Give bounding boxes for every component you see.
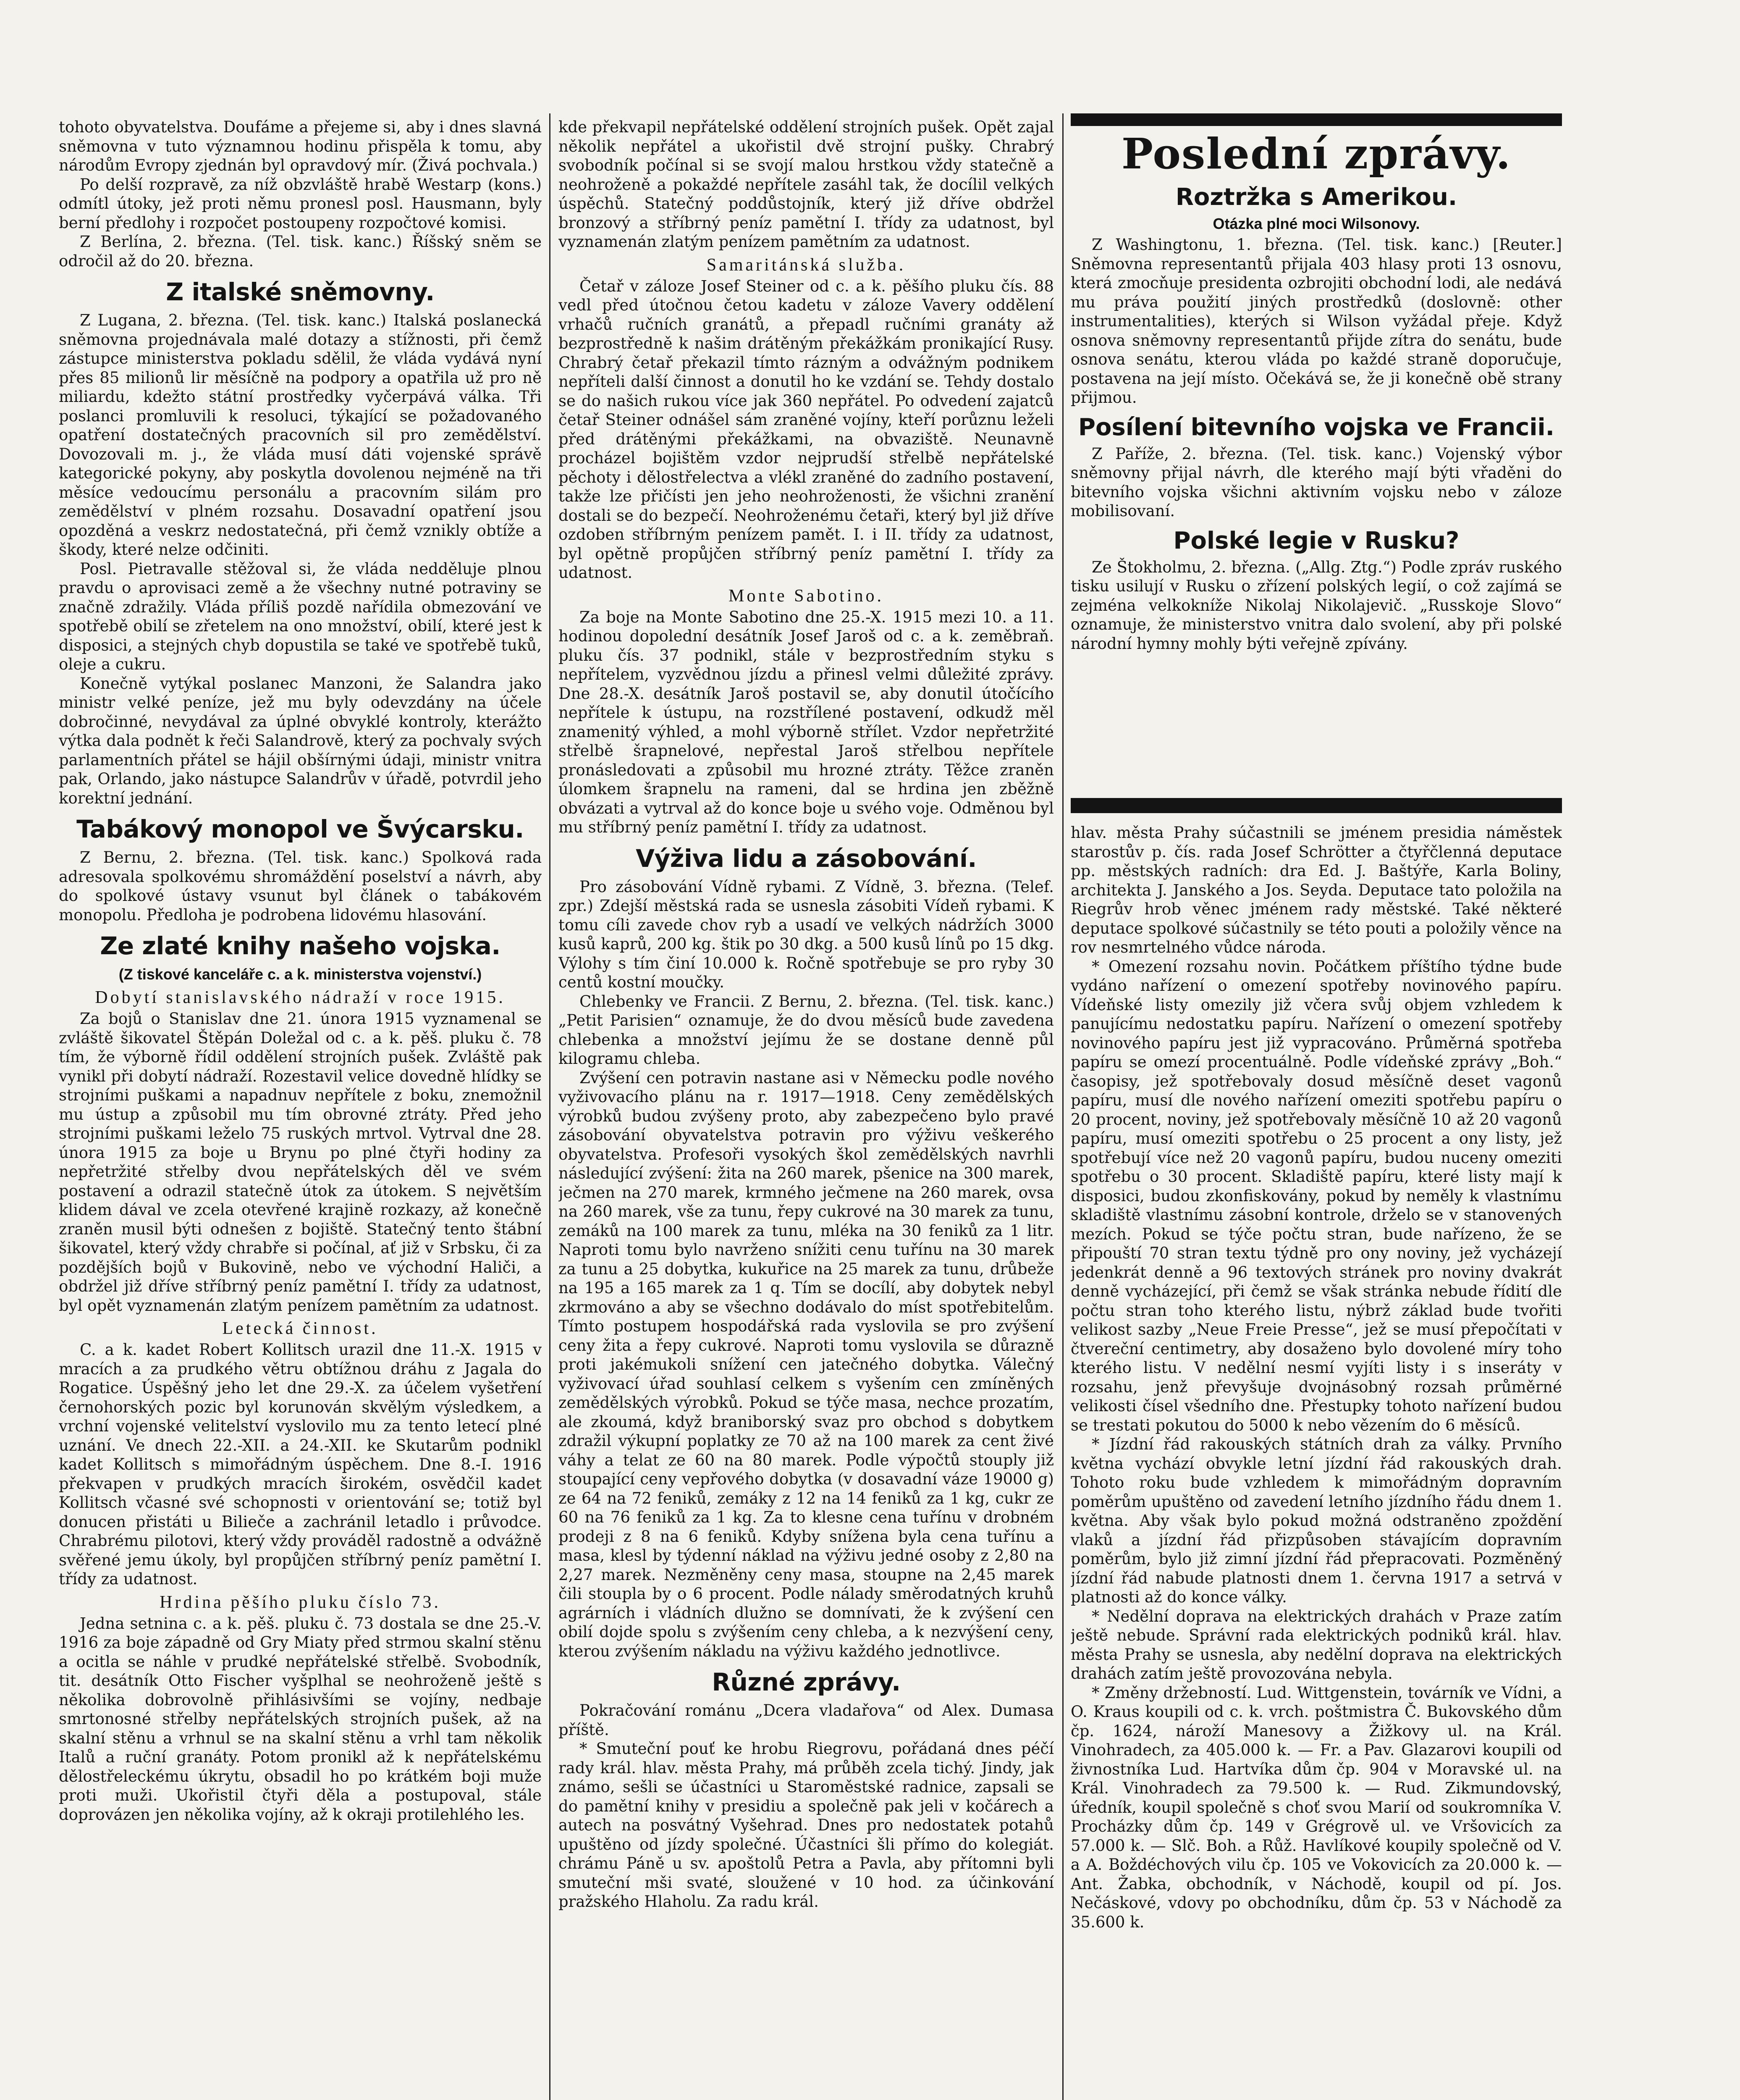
headline-golden-book: Ze zlaté knihy našeho vojska. <box>100 932 501 960</box>
article-paragraph: * Smuteční pouť ke hrobu Riegrovu, pořádaná dnes péčí rady král. hlav. města Prahy, má průběh zcela tichý. Jindy, jak známo, sešli se účastníci u Staroměstské radnice, zapsali se do pamětní knihy v presidiu a společně pak jeli v kočárech a autech na posvátný Vyšehrad. Dnes pro nedostatek potahů upuštěno od jízdy společné. Účastníci šli přímo do kolegiát. chrámu Páně u sv. apoštolů Petra a Pavla, aby přítomni byli smuteční mši svaté, sloužené v 10 hod. za účinkování pražského Hlaholu. Za radu král. <box>558 1740 1054 1911</box>
article-paragraph: Posl. Pietravalle stěžoval si, že vláda nedděluje plnou pravdu o aprovisaci země a že všechny nutné potraviny se značně zdražily. Vláda příliš pozdě nařídila obmezování ve spotřebě obilí se zřetelem na ono množství, obilí, které jest k disposici, a stejných chyb dopustila se také ve spotřebě tuků, oleje a cukru. <box>59 559 542 673</box>
article-paragraph: Po delší rozpravě, za níž obzvláště hrabě Westarp (kons.) odmítl útoky, jež proti němu pronesl posl. Hausmann, byly berní předlohy i rozpočet postoupeny rozpočtové komisi. <box>59 175 542 232</box>
section-heading: Dobytí stanislavského nádraží v roce 1915. <box>95 988 506 1007</box>
headline-italian-parliament: Z italské sněmovny. <box>166 278 435 306</box>
column-1 <box>59 118 542 2100</box>
column-3 <box>1071 823 1562 2100</box>
article-paragraph: Chlebenky ve Francii. Z Bernu, 2. března. (Tel. tisk. kanc.) „Petit Parisien“ oznamuje, že do dvou měsíců bude zavedena chlebenka a množství jejímu že se dostane denně půl kilogramu chleba. <box>558 992 1054 1068</box>
article-paragraph: Za boje na Monte Sabotino dne 25.-X. 1915 mezi 10. a 11. hodinou dopolední desátník Josef Jaroš od c. a k. zeměbraň. pluku čís. 37 podnikl, stále v bezprostředním styku s nepřítelem, vyzvědnou jízdu a přinesl velmi důležité zprávy. Dne 28.-X. desátník Jaroš postavil se, aby donutil útočícího nepřítele k ústupu, na rozstřílené postavení, odkudž měl znamenitý výhled, a mohl výborně střílet. Vzdor nepřetržité střelbě šrapnelové, nepřestal Jaroš střelbou nepřítele pronásledovati a způsobil mu hrozné ztráty. Těžce zraněn úlomkem šrapnelu na rameni, dal se hrdina jen zběžně obvázati a vytrval až do konce boje u svého voje. Odměnou byl mu stříbrný peníz pamětní I. třídy za udatnost. <box>558 608 1054 836</box>
headline-france-army: Posílení bitevního vojska ve Francii. <box>1078 413 1555 441</box>
article-paragraph: Jedna setnina c. a k. pěš. pluku č. 73 dostala se dne 25.-V. 1916 za boje západně od Gry Miaty před strmou skalní stěnu a ocitla se náhle v prudké nepřátelské střelbě. Svobodník, tit. desátník Otto Fischer vyšplhal se neohroženě ještě s několika dobrovolně přihlásivšími se vojíny, nedbaje smrtonosné střelby nepřátelských strojních pušek, až na skalní stěnu a vrhnul se na skalní stěnu a vrhl tam několik Italů a ruční granáty. Potom pronikl až k nepřátelskému dělostřeleckému úkrytu, obsadil ho po krátkém boji muže proti muži. Ukořistil čtyři děla a postupoval, stále doprovázen jen několika vojíny, až k okraji protilehlého les. <box>59 1614 542 1824</box>
headline-rift-america: Roztržka s Amerikou. <box>1175 184 1457 211</box>
article-paragraph: Konečně vytýkal poslanec Manzoni, že Salandra jako ministr velké peníze, jež mu byly odevzdány na účele dobročinné, nevydával za úplné obvyklé kontroly, kterážto výtka dala podnět k řeči Salandrově, který za pochvaly svých parlamentních přátel se hájil obšírnými údaji, ministr vnitra pak, Orlando, jako nástupce Salandrův v úřadě, potvrdil jeho korektní jednání. <box>59 674 542 807</box>
article-paragraph: kde překvapil nepřátelské oddělení strojních pušek. Opět zajal několik nepřátel a ukořistil dvě strojní pušky. Chrabrý svobodník počínal si se svojí malou hrstkou vždy statečně a neohroženě a pokaždé nepřítele zasáhl tak, že docílil velkých úspěchů. Statečný poddůstojník, který již dříve obdržel bronzový a stříbrný peníz pamětní I. třídy za udatnost, byl vyznamenán zlatým penízem pamětním za udatnost. <box>558 118 1054 251</box>
article-paragraph: Zvýšení cen potravin nastane asi v Německu podle nového vyživovacího plánu na r. 1917—1918. Ceny zemědělských výrobků budou zvýšeny proto, aby zabezpečeno bylo pravé zásobování obyvatelstva potravin pro výživu veškerého obyvatelstva. Profesoři vysokých škol zemědělských navrhli následující zvýšení: žita na 260 marek, pšenice na 300 marek, ječmen na 270 marek, krmného ječmene na 260 marek, ovsa na 260 marek, vše za tunu, řepy cukrové na 30 marek za tunu, zemáků na 100 marek za tunu, mléka na 30 feniků za 1 litr. Naproti tomu bylo navrženo snížiti cenu tuřínu na 30 marek za tunu a 25 dobytka, kukuřice na 25 marek za tunu, drůbeže na 195 a 165 marek za 1 q. Tím se docílí, aby dobytek nebyl zkrmováno a aby se všechno dodávalo do míst spotřebitelům. Tímto postupem hospodářská rada vyslovila se pro zvýšení ceny žita a řepy cukrové. Naproti tomu vyslovila se důrazně proti jakémukoli snížení cen jatečného dobytka. Válečný vyživovací úřad souhlasí celkem s vyšením cen zmíněných zemědělských výrobků. Pokud se týče masa, nechce prozatím, ale zkoumá, když braniborský svaz pro obchod s dobytkem zdražil výkupní poplatky ze 70 až na 100 marek za cent živé váhy a telat ze 60 na 80 marek. Podle výpočtů stouply již stoupající ceny vepřového dobytka (v dosavadní váze 19000 g) ze 64 na 72 feniků, zemáky z 12 na 14 feniků za 1 kg, cukr ze 60 na 76 feniků za 1 kg. Za to klesne cena tuřínu v drobném prodeji z 8 na 6 feniků. Kdyby snížena byla cena tuřínu a masa, klesl by týdenní náklad na výživu jedné osoby z 2,80 na 2,27 marek. Nezměněny ceny masa, stoupne na 2,45 marek čili stoupla by o 6 procent. Podle nálady směrodatných kruhů agrárních i vládních dlužno se domnívati, že k zvýšení cen obilí dojde spolu s zvýšením ceny chleba, a k nezvýšení ceny, kterou zvýšením nákladu na výživu každého jednotlivce. <box>558 1068 1054 1660</box>
article-paragraph: * Změny držebností. Lud. Wittgenstein, továrník ve Vídni, a O. Kraus koupili od c. k. vrch. poštmistra Č. Bukovského dům čp. 1624, nároží Manesovy a Žižkovy ul. na Král. Vinohradech, za 405.000 k. — Fr. a Pav. Glazarovi koupili od živnostníka Lud. Hartvíka dům čp. 904 v Moravské ul. na Král. Vinohradech za 79.500 k. — Rud. Zikmundovský, úředník, koupil společně s choť svou Marií od soukromníka V. Procházky dům čp. 149 v Grégrově ul. ve Vršovicích za 57.000 k. — Slč. Boh. a Růž. Havlíkové koupily společně od V. a A. Boždéchových vilu čp. 105 ve Vokovicích za 20.000 k. — Ant. Žabka, obchodník, v Náchodě, koupil od pí. Jos. Nečáskové, vdovy po obchodníku, dům čp. 53 v Náchodě za 35.600 k. <box>1071 1683 1562 1931</box>
article-paragraph: tohoto obyvatelstva. Doufáme a přejeme si, aby i dnes slavná sněmovna v tuto významnou hodinu přispěla k tomu, aby národům Evropy zjednán byl opravdový mír. (Živá pochvala.) <box>59 118 542 174</box>
article-paragraph: Z Washingtonu, 1. března. (Tel. tisk. kanc.) [Reuter.] Sněmovna representantů přijala 403 hlasy proti 13 osnovu, která zmocňuje presidenta ozbrojiti obchodní lodi, ale nedává mu práva použití jiných prostředků (doslovně: other instrumentalities), kterých si Wilson vyžádal přeje. Když osnova sněmovny representantů přijde zítra do senátu, bude osnova senátu, kterou vláda po každé straně doporučuje, postavena na její místo. Očekává se, že ji konečně obě strany přijmou. <box>1071 236 1562 407</box>
column-2 <box>558 118 1054 2100</box>
article-paragraph: Z Bernu, 2. března. (Tel. tisk. kanc.) Spolková rada adresovala spolkovému shromáždění poselství a návrh, aby do spolkové ústavy vsunut byl článek o tabákovém monopolu. Předloha je podrobena lidovému hlasování. <box>59 848 542 924</box>
latest-news-masthead: Poslední zprávy. <box>1121 130 1512 178</box>
article-paragraph: * Omezení rozsahu novin. Počátkem příštího týdne bude vydáno nařízení o omezení spotřeby novinového papíru. Vídeňské listy omezily již včera svůj objem vzhledem k panujícímu nedostatku papíru. Nařízení o omezení spotřeby novinového papíru jest již vypracováno. Průměrná spotřeba papíru se omezí procentuálně. Podle vídeňské zprávy „Boh.“ časopisy, jež spotřebovaly dosud měsíčně deset vagonů papíru, musí dle nového nařízení omeziti spotřebu papíru o 20 procent, noviny, jež spotřebovaly měsíčně 10 až 20 vagonů papíru, musí omeziti spotřebu o 25 procent a ony listy, jež spotřebují více než 20 vagonů papíru, budou nuceny omeziti spotřebu o 30 procent. Skladiště papíru, které listy mají k disposici, budou zkonfiskovány, pokud by neměly k vlastnímu skladiště vlastnímu zásobní kontrole, drželo se v stanovených mezích. Pokud se týče počtu stran, bude nařízeno, že se připouští 70 stran textu týdně pro ony noviny, jež vycházejí jedenkrát denně a 96 textových stránek pro noviny dvakrát denně vycházející, při čemž se však stránka nebude řídití dle počtu stran toho kterého listu, nýbrž základ bude tvořiti velikost sazby „Neue Freie Presse“, jež se musí přepočítati v čtvereční centimetry, aby dosaženo bylo dovolené míry toho kterého listu. V nedělní nesmí vyjíti listy i s inseráty v rozsahu, jenž převyšuje dvojnásobný rozsah průměrné velikosti čísel všedního dne. Přestupky tohoto nařízení budou se trestati pokutou do 5000 k nebo vězením do 6 měsíců. <box>1071 957 1562 1434</box>
article-paragraph: Z Paříže, 2. března. (Tel. tisk. kanc.) Vojenský výbor sněmovny přijal návrh, dle kterého mají býti vřaděni do bitevního vojska všichni aktivním vojsku nebo v záloze mobilisovaní. <box>1071 444 1562 520</box>
article-paragraph: C. a k. kadet Robert Kollitsch urazil dne 11.-X. 1915 v mracích a za prudkého větru obtížnou dráhu z Jagala do Rogatice. Úspěšný jeho let dne 29.-X. za účelem vyšetření černohorských pozic byl korunován skvělým výsledkem, a vrchní vojenské velitelství vyslovilo mu za tento letecí plné uznání. Ve dnech 22.-XII. a 24.-XII. ke Skutarům podnikl kadet Kollitsch s mimořádným úspěchem. Dne 8.-I. 1916 překvapen v prudkých mracích širokém, osvědčil kadet Kollitsch včasné své schopnosti v orientování se; totiž byl donucen přistáti u Bilieče a zachránil letadlo i průvodce. Chrabrému pilotovi, který vždy prováděl radostně a odvážně svěřené jemu úkoly, byl propůjčen stříbrný peníz pamětní I. třídy za udatnost. <box>59 1341 542 1588</box>
column-divider <box>1062 113 1064 2100</box>
masthead-rule <box>1071 113 1562 126</box>
headline-food-supply: Výživa lidu a zásobování. <box>636 844 977 873</box>
column-divider <box>549 113 550 2100</box>
article-paragraph: Z Lugana, 2. března. (Tel. tisk. kanc.) Italská poslanecká sněmovna projednávala malé dotazy a stížnosti, při čemž zástupce ministerstva pokladu sdělil, že vláda vydává nyní přes 85 milionů lir měsíčně na podpory a opatřila už pro ně miliardu, kdežto státní prostředky vyčerpává válka. Tři poslanci promluvili k resoluci, týkající se požadovaného opatření dostatečných pracovních sil pro zemědělství. Dovozovali m. j., že vláda musí dáti vojenské správě kategorické pokyny, aby poskytla dovolenou nejméně na tři měsíce vedoucímu personálu a pracovním silám pro zemědělství v plném rozsahu. Dosavadní opatření jsou opozděná a veskrz nedostatečná, při čemž vznikly obtíže a škody, které nelze odčiniti. <box>59 311 542 559</box>
headline-various-news: Různé zprávy. <box>712 1668 901 1696</box>
subheadline: (Z tiskové kanceláře c. a k. ministerstva vojenství.) <box>118 966 482 983</box>
subheadline: Otázka plné moci Wilsonovy. <box>1213 215 1420 232</box>
section-heading: Samaritánská služba. <box>706 255 906 275</box>
section-heading: Hrdina pěšího pluku číslo 73. <box>160 1592 441 1612</box>
latest-news-box <box>1071 130 1562 819</box>
article-paragraph: hlav. města Prahy súčastnili se jménem presidia náměstek starostův p. čís. rada Josef Schrötter a čtyřčlenná deputace pp. městských radních: dra Ed. J. Baštýře, Karla Boliny, architekta J. Janského a Jos. Seyda. Deputace tato položila na Riegrův hrob věnec jménem rady městské. Také některé deputace spolkové súčastnily se této pouti a položily věnce na rov nesmrtelného vůdce národa. <box>1071 824 1562 956</box>
article-paragraph: Z Berlína, 2. března. (Tel. tisk. kanc.) Říšský sněm se odročil až do 20. března. <box>59 233 542 270</box>
section-rule <box>1071 798 1562 813</box>
article-paragraph: * Jízdní řád rakouských státních drah za války. Prvního května vychází obvykle letní jízdní řád rakouských drah. Tohoto roku bude vzhledem k mimořádným dopravním poměrům upuštěno od zavedení letního jízdního řádu dnem 1. května. Aby však bylo pokud možná odstraněno zpoždění vlaků a jízdní řád přizpůsoben stávajícím dopravním poměrům, bylo již zimní jízdní řád přepracovati. Pozměněný jízdní řád nabude platnosti dnem 1. června 1917 a setrvá v platnosti až do konce války. <box>1071 1435 1562 1606</box>
article-paragraph: Pro zásobování Vídně rybami. Z Vídně, 3. března. (Telef. zpr.) Zdejší městská rada se usnesla zásobiti Vídeň rybami. K tomu cíli zavede chov ryb a usadí ve velkých nádržích 3000 kusů kaprů, 200 kg. štik po 30 dkg. a 500 kusů línů po 15 dkg. Výlohy s tím činí 10.000 k. Ročně spotřebuje se pro ryby 30 centů kostní moučky. <box>558 877 1054 991</box>
article-paragraph: Pokračování románu „Dcera vladařova“ od Alex. Dumasa příště. <box>558 1701 1054 1739</box>
article-paragraph: Ze Štokholmu, 2. března. („Allg. Ztg.“) Podle zpráv ruského tisku usilují v Rusku o zřízení polských legií, o což zajímá se zejména velkokníže Nikolaj Nikolajevič. „Russkoje Slovo“ oznamuje, že ministerstvo vnitra dalo svolení, aby při polské národní hymny mohly býti veřejně zpívány. <box>1071 558 1562 653</box>
headline-polish-legions: Polské legie v Rusku? <box>1173 527 1460 554</box>
section-heading: Monte Sabotino. <box>728 586 884 606</box>
article-paragraph: Četař v záloze Josef Steiner od c. a k. pěšího pluku čís. 88 vedl před útočnou četou kadetu v záloze Vavery oddělení vrhačů ručních granátů, a přepadl ručními granáty až bezprostředně k našim drátěným překážkám pronikající Rusy. Chrabrý četař překazil tímto rázným a odvážným podnikem nepříteli další činnost a donutil ho ke vzdání se. Tehdy dostalo se do našich rukou více jak 360 nepřátel. Po odvedení zajatců četař Steiner odnášel sám zraněné vojíny, kteří porůznu leželi před drátěnými překážkami, na obvaziště. Neunavně procházel bojištěm vzdor nejprudší střelbě nepřátelské pěchoty i dělostřelectva a vlékl zraněné do zadního postavení, takže lze přičísti jen jeho neohroženosti, že všichni zranění dostali se do bezpečí. Neohroženému četaři, který byl již dříve ozdoben stříbrným penízem pamět. I. i II. třídy za udatnost, byl opětně propůjčen stříbrný peníz pamětní I. třídy za udatnost. <box>558 277 1054 582</box>
article-paragraph: * Nedělní doprava na elektrických drahách v Praze zatím ještě nebude. Správní rada elektrických podniků král. hlav. města Prahy se usnesla, aby nedělní doprava na elektrických drahách zatím ještě provozována nebyla. <box>1071 1607 1562 1683</box>
section-heading: Letecká činnost. <box>222 1319 378 1338</box>
article-paragraph: Za bojů o Stanislav dne 21. února 1915 vyznamenal se zvláště šikovatel Štěpán Doležal od c. a k. pěš. pluku č. 78 tím, že výborně řídil oddělení strojních pušek. Zvláště pak vynikl při dobytí nádraží. Rozestavil velice dovedně hlídky se strojními puškami a napadnuv nepřítele z boku, znemožnil mu ústup a způsobil mu tím obrovné ztráty. Před jeho strojními puškami leželo 75 ruských mrtvol. Vytrval dne 28. února 1915 za boje u Brynu po plné čtyři hodiny za nepřetržité střelby dvou nepřátelských děl ve svém postavení a odrazil statečně útok za útokem. S největším klidem dával ve zcela otevřené krajině rozkazy, až konečně zraněn musil býti odnešen z bojiště. Statečný tento štábní šikovatel, který vždy chrabře si počínal, ať již v Srbsku, či za pozdějších bojů v Bukovině, nebo ve východní Haliči, a obdržel již dříve stříbrný peníz pamětní I. třídy za udatnost, byl opět vyznamenán zlatým penízem pamětním za udatnost. <box>59 1010 542 1315</box>
headline-tobacco-monopoly: Tabákový monopol ve Švýcarsku. <box>76 815 524 843</box>
